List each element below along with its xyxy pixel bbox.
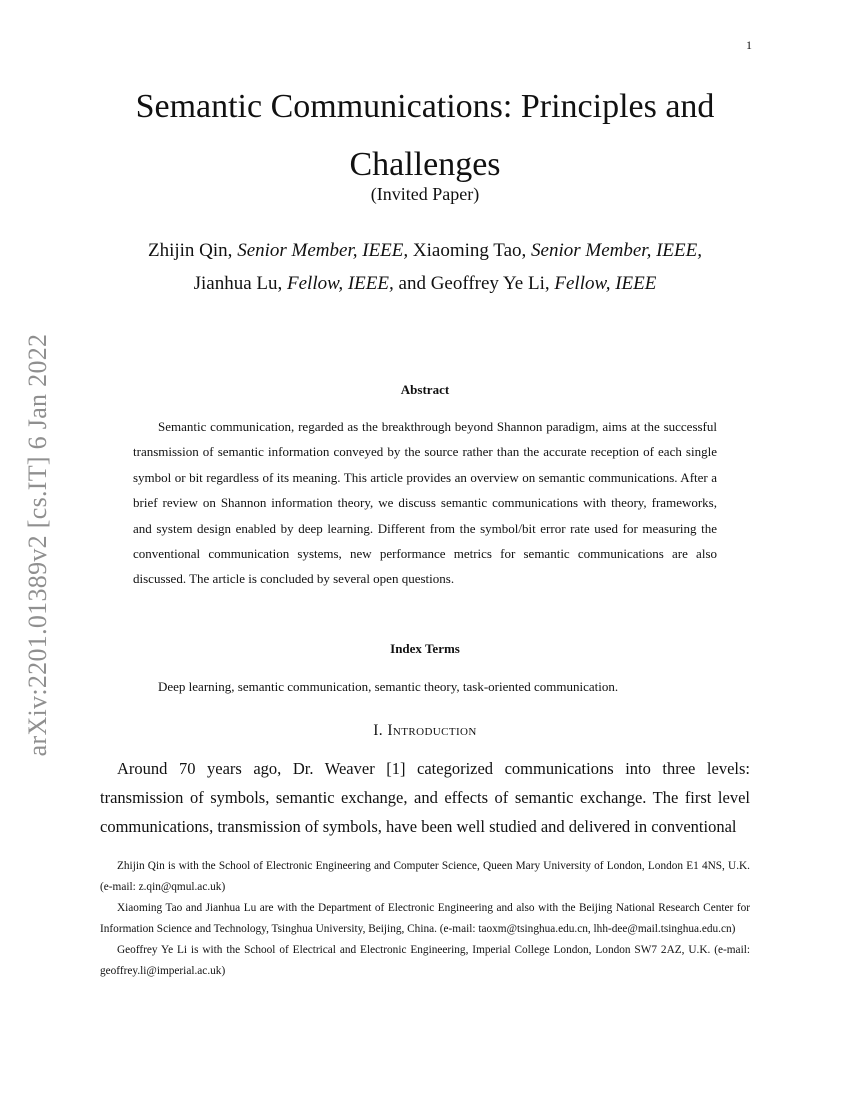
author-role: Fellow, IEEE <box>554 273 657 294</box>
index-terms-heading: Index Terms <box>390 641 460 656</box>
author-affiliation-footnotes <box>100 856 750 982</box>
index-terms-text: Deep learning, semantic communication, semantic theory, task-oriented communication. <box>158 679 619 694</box>
abstract-text: Semantic communication, regarded as the breakthrough beyond Shannon paradigm, aims at the successful transmission of semantic information conveyed by the source rather than the accurate reception of each single symbol or bit regardless of its meaning. This article provides an overview on semantic communications. After a brief review on Shannon information theory, we discuss semantic communications with theory, frameworks, and system design enabled by deep learning. Different from the symbol/bit error rate used for measuring the conventional communication systems, new performance metrics for semantic communications are also discussed. The article is concluded by several open questions. <box>133 419 717 587</box>
introduction-heading: I. Introduction <box>373 722 477 739</box>
author-name: Xiaoming Tao, <box>412 240 527 261</box>
author-name: Geoffrey Ye Li, <box>430 273 550 294</box>
abstract-heading: Abstract <box>400 382 450 397</box>
footnote: Geoffrey Ye Li is with the School of Electrical and Electronic Engineering, Imperial College London, London SW7 2AZ, U.K. (e-mail: geoffrey.li@imperial.ac.uk) <box>100 944 750 977</box>
author-role: Senior Member, IEEE, <box>237 240 409 261</box>
author-name: Jianhua Lu, <box>193 273 283 294</box>
arxiv-identifier-stamp: arXiv:2201.01389v2 [cs.IT] 6 Jan 2022 <box>23 333 52 757</box>
author-name: Zhijin Qin, <box>147 240 233 261</box>
introduction-text: Around 70 years ago, Dr. Weaver [1] categorized communications into three levels: transmission of symbols, semantic exchange, and effects of semantic exchange. The first level communications, transmission of symbols, have been well studied and delivered in conventional <box>100 759 750 836</box>
author-line-1 <box>100 234 750 267</box>
footnote: Zhijin Qin is with the School of Electronic Engineering and Computer Science, Queen Mary University of London, London E1 4NS, U.K. (e-mail: z.qin@qmul.ac.uk) <box>100 860 750 893</box>
author-role: Fellow, IEEE, <box>287 273 394 294</box>
author-list <box>100 234 750 300</box>
footnote: Xiaoming Tao and Jianhua Lu are with the Department of Electronic Engineering and also with the Beijing National Research Center for Information Science and Technology, Tsinghua University, Beijing, China. (e-mail: taoxm@tsinghua.edu.cn, lhh-dee@mail.tsinghua.edu.cn) <box>100 902 750 935</box>
page-number: 1 <box>746 38 752 52</box>
paper-subtitle: (Invited Paper) <box>370 184 480 204</box>
author-role: Senior Member, IEEE, <box>531 240 702 261</box>
author-line-2 <box>100 267 750 300</box>
author-conjunction: and <box>398 273 426 294</box>
paper-title: Semantic Communications: Principles and Challenges <box>135 88 715 183</box>
